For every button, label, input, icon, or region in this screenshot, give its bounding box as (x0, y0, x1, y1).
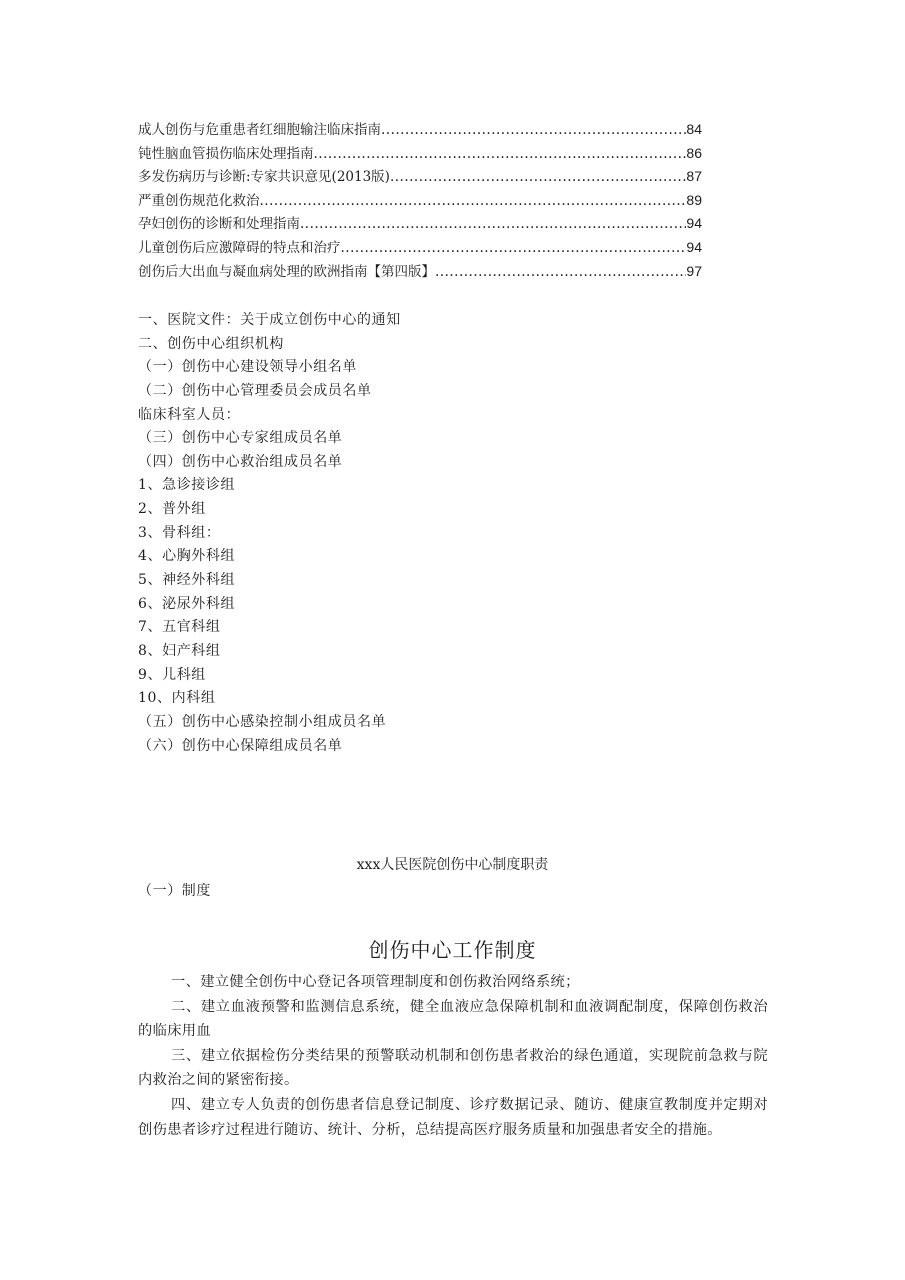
toc-entry (138, 165, 702, 189)
outline-item: 2、普外组 (138, 501, 206, 518)
section-label: （一）制度 (138, 883, 211, 899)
toc-entry-page: 86 (686, 144, 702, 161)
outline-item: 6、泌尿外科组 (138, 595, 236, 612)
outline-item: 9、儿科组 (138, 666, 206, 683)
outline-item: 3、骨科组： (138, 524, 221, 541)
regulation-body (138, 970, 768, 1142)
toc-entry (138, 212, 702, 236)
outline-item: （五）创伤中心感染控制小组成员名单 (138, 713, 387, 730)
outline-item: 8、妇产科组 (138, 642, 221, 659)
toc-leader-dots (435, 264, 686, 280)
outline-item: 10、内科组 (138, 690, 216, 707)
toc-leader-dots (300, 216, 686, 232)
outline-item: 5、神经外科组 (138, 572, 236, 589)
toc-entry (138, 260, 702, 284)
outline-item: 7、五官科组 (138, 619, 221, 636)
toc-entry (138, 189, 702, 213)
outline-item: 4、心胸外科组 (138, 548, 236, 565)
outline-item: 一、医院文件：关于成立创伤中心的通知 (138, 312, 401, 328)
toc-entry-title: 钝性脑血管损伤临床处理指南 (138, 145, 314, 162)
organization-outline (138, 309, 401, 758)
toc-leader-dots (381, 122, 686, 138)
toc-entry-title: 严重创伤规范化救治 (138, 192, 260, 209)
toc-entry-title: 多发伤病历与诊断:专家共识意见(2013版) (138, 169, 390, 186)
table-of-contents (138, 118, 702, 283)
page-title: 创伤中心工作制度 (368, 938, 537, 962)
document-header: xxx人民医院创伤中心制度职责 (356, 857, 549, 873)
outline-item: （一）创伤中心建设领导小组名单 (138, 359, 357, 376)
outline-item: （三）创伤中心专家组成员名单 (138, 430, 343, 447)
outline-item: 1、急诊接诊组 (138, 477, 236, 494)
toc-entry (138, 142, 702, 166)
toc-entry-title: 成人创伤与危重患者红细胞输注临床指南 (138, 122, 381, 138)
toc-leader-dots (314, 146, 687, 162)
toc-entry (138, 236, 702, 260)
toc-entry-page: 84 (686, 121, 702, 137)
regulation-paragraph: 四、建立专人负责的创伤患者信息登记制度、诊疗数据记录、随访、健康宣教制度并定期对创伤患者诊疗过程进行随访、统计、分析，总结提高医疗服务质量和加强患者安全的措施。 (138, 1096, 768, 1138)
toc-leader-dots (341, 240, 687, 256)
toc-entry-title: 孕妇创伤的诊断和处理指南 (138, 216, 300, 233)
outline-item: （四）创伤中心救治组成员名单 (138, 453, 343, 470)
toc-entry-page: 97 (686, 262, 702, 279)
regulation-paragraph: 二、建立血液预警和监测信息系统，健全血液应急保障机制和血液调配制度，保障创伤救治的临床用血 (138, 998, 768, 1040)
regulation-paragraph: 一、建立健全创伤中心登记各项管理制度和创伤救治网络系统； (171, 974, 580, 990)
outline-item: 二、创伤中心组织机构 (138, 335, 284, 352)
toc-entry-title: 创伤后大出血与凝血病处理的欧洲指南【第四版】 (138, 263, 435, 280)
toc-entry-page: 94 (686, 238, 702, 255)
outline-item: （二）创伤中心管理委员会成员名单 (138, 382, 372, 399)
toc-leader-dots (260, 193, 687, 209)
outline-item: 临床科室人员： (138, 406, 241, 423)
toc-entry-page: 94 (686, 215, 702, 232)
toc-entry-page: 87 (686, 168, 702, 185)
toc-entry (138, 118, 702, 142)
regulation-paragraph: 三、建立依据检伤分类结果的预警联动机制和创伤患者救治的绿色通道，实现院前急救与院内救治之间的紧密衔接。 (138, 1047, 768, 1089)
toc-leader-dots (390, 169, 686, 185)
toc-entry-page: 89 (686, 191, 702, 208)
outline-item: （六）创伤中心保障组成员名单 (138, 737, 343, 754)
toc-entry-title: 儿童创伤后应激障碍的特点和治疗 (138, 239, 341, 256)
